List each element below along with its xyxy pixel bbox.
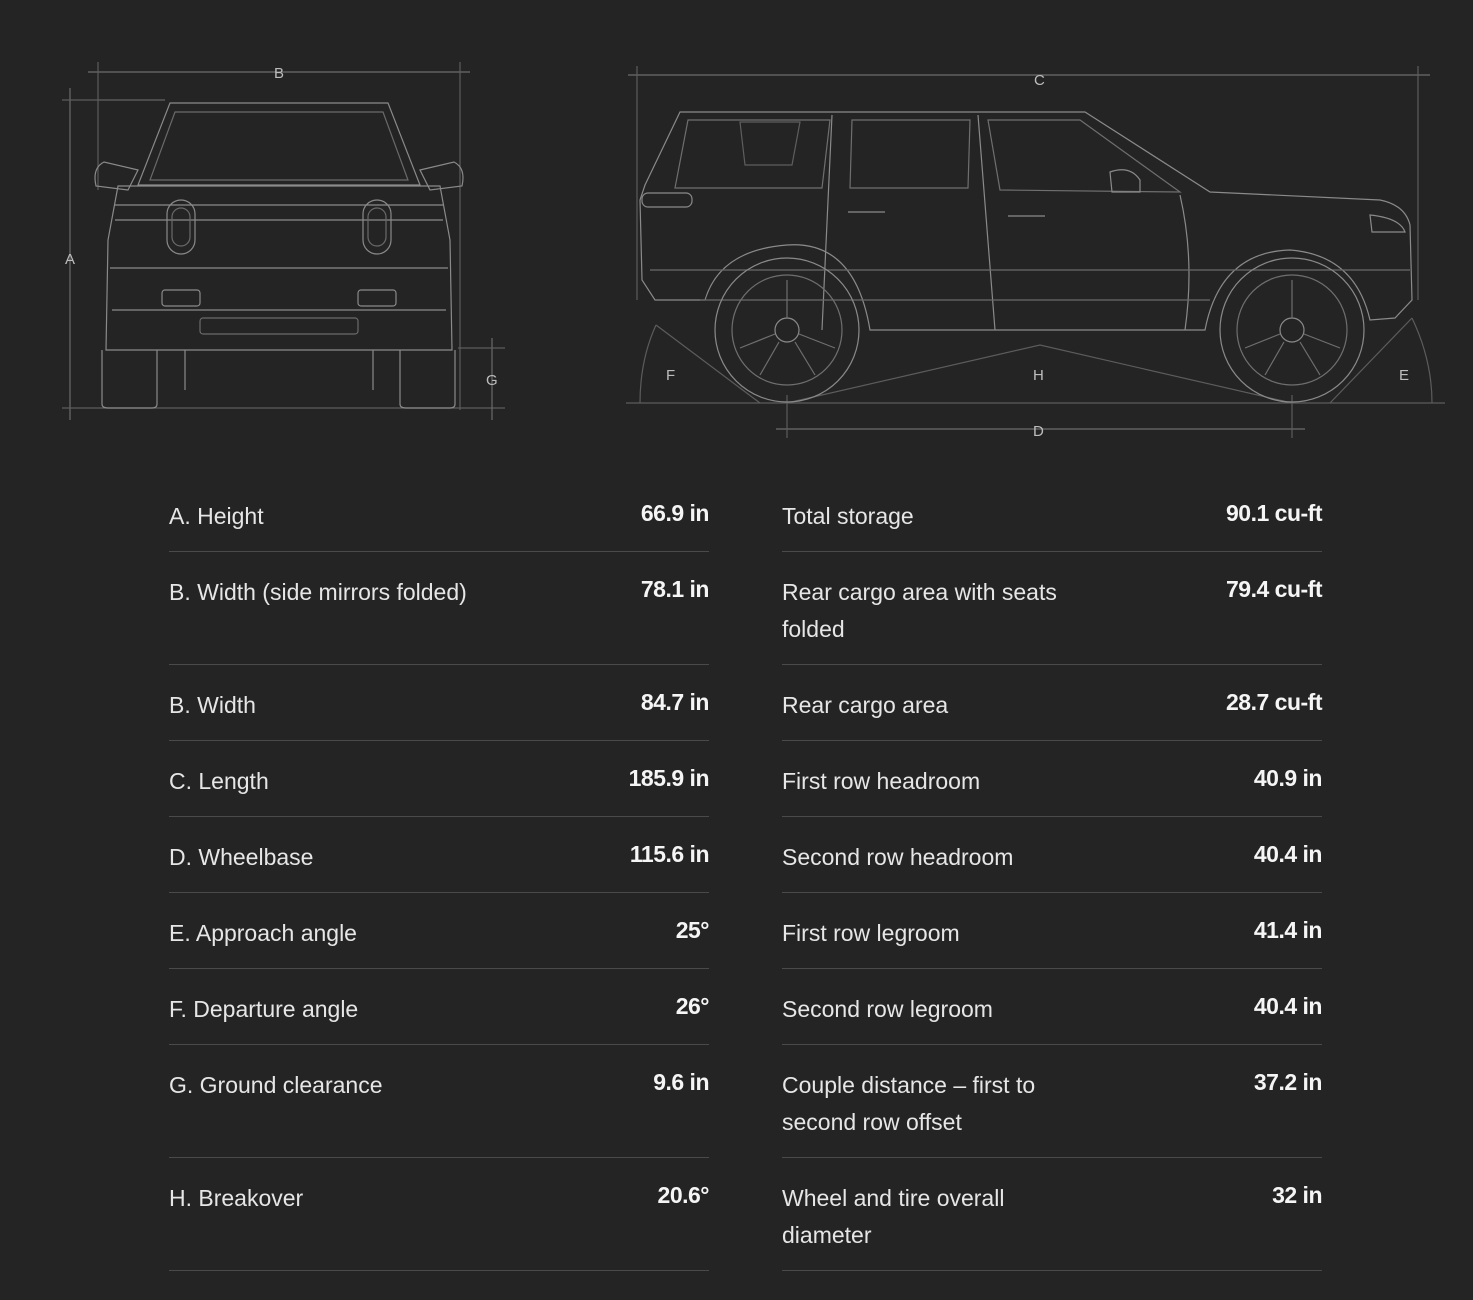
- spec-value: 28.7 cu-ft: [1226, 689, 1322, 715]
- spec-label: Couple distance – first to second row offset: [782, 1072, 1036, 1135]
- spec-row-rear-cargo: [782, 665, 1322, 741]
- spec-row-second-row-headroom: [782, 817, 1322, 893]
- spec-label: First row legroom: [782, 920, 960, 946]
- spec-value: 37.2 in: [1253, 1069, 1322, 1095]
- spec-label: D. Wheelbase: [169, 844, 314, 870]
- interior-dimensions-list: [782, 476, 1322, 1271]
- spec-row-total-storage: [782, 476, 1322, 552]
- spec-label: E. Approach angle: [169, 920, 357, 946]
- spec-row-ground-clearance: [169, 1045, 709, 1158]
- vehicle-dimension-diagram: [0, 0, 1473, 450]
- spec-label: First row headroom: [782, 768, 981, 794]
- spec-value: 9.6 in: [653, 1069, 709, 1095]
- spec-label: H. Breakover: [169, 1185, 304, 1211]
- spec-value: 26°: [675, 993, 709, 1019]
- spec-row-rear-cargo-seats-folded: [782, 552, 1322, 665]
- spec-label: B. Width: [169, 692, 256, 718]
- spec-row-wheelbase: [169, 817, 709, 893]
- spec-label: C. Length: [169, 768, 269, 794]
- spec-value: 66.9 in: [640, 500, 709, 526]
- spec-label: F. Departure angle: [169, 996, 359, 1022]
- spec-value: 185.9 in: [628, 765, 709, 791]
- dimension-label-b: B: [274, 65, 285, 82]
- spec-value: 78.1 in: [640, 576, 709, 602]
- spec-value: 115.6 in: [629, 841, 709, 867]
- spec-value: 20.6°: [657, 1182, 709, 1208]
- spec-row-first-row-legroom: [782, 893, 1322, 969]
- spec-value: 32 in: [1272, 1182, 1322, 1208]
- vehicle-diagram-svg: [0, 0, 1473, 450]
- spec-label: Second row legroom: [782, 996, 993, 1022]
- spec-value: 25°: [675, 917, 709, 943]
- spec-row-width: [169, 665, 709, 741]
- spec-row-departure-angle: [169, 969, 709, 1045]
- front-view-drawing: [62, 62, 505, 420]
- spec-label: Wheel and tire overall diameter: [782, 1185, 1005, 1248]
- dimension-label-h: H: [1033, 367, 1044, 384]
- spec-value: 40.9 in: [1253, 765, 1322, 791]
- spec-row-length: [169, 741, 709, 817]
- spec-value: 40.4 in: [1253, 841, 1322, 867]
- spec-row-width-mirrors-folded: [169, 552, 709, 665]
- spec-label: A. Height: [169, 503, 264, 529]
- spec-value: 79.4 cu-ft: [1226, 576, 1322, 602]
- spec-value: 84.7 in: [640, 689, 709, 715]
- spec-value: 90.1 cu-ft: [1226, 500, 1322, 526]
- spec-label: Total storage: [782, 503, 914, 529]
- exterior-dimensions-list: [169, 476, 709, 1271]
- dimension-label-f: F: [666, 367, 676, 384]
- spec-row-couple-distance: [782, 1045, 1322, 1158]
- spec-row-approach-angle: [169, 893, 709, 969]
- spec-label: G. Ground clearance: [169, 1072, 383, 1098]
- dimension-label-c: C: [1034, 72, 1045, 89]
- dimension-label-d: D: [1033, 423, 1044, 440]
- spec-row-first-row-headroom: [782, 741, 1322, 817]
- dimension-label-a: A: [65, 251, 76, 268]
- spec-label: Second row headroom: [782, 844, 1014, 870]
- spec-label: B. Width (side mirrors folded): [169, 579, 467, 605]
- spec-row-wheel-tire-diameter: [782, 1158, 1322, 1271]
- spec-value: 40.4 in: [1253, 993, 1322, 1019]
- spec-row-second-row-legroom: [782, 969, 1322, 1045]
- spec-row-breakover: [169, 1158, 709, 1271]
- spec-row-height: [169, 476, 709, 552]
- spec-label: Rear cargo area with seats folded: [782, 579, 1057, 642]
- dimension-label-g: G: [486, 372, 498, 389]
- spec-label: Rear cargo area: [782, 692, 949, 718]
- spec-value: 41.4 in: [1253, 917, 1322, 943]
- dimension-label-e: E: [1399, 367, 1410, 384]
